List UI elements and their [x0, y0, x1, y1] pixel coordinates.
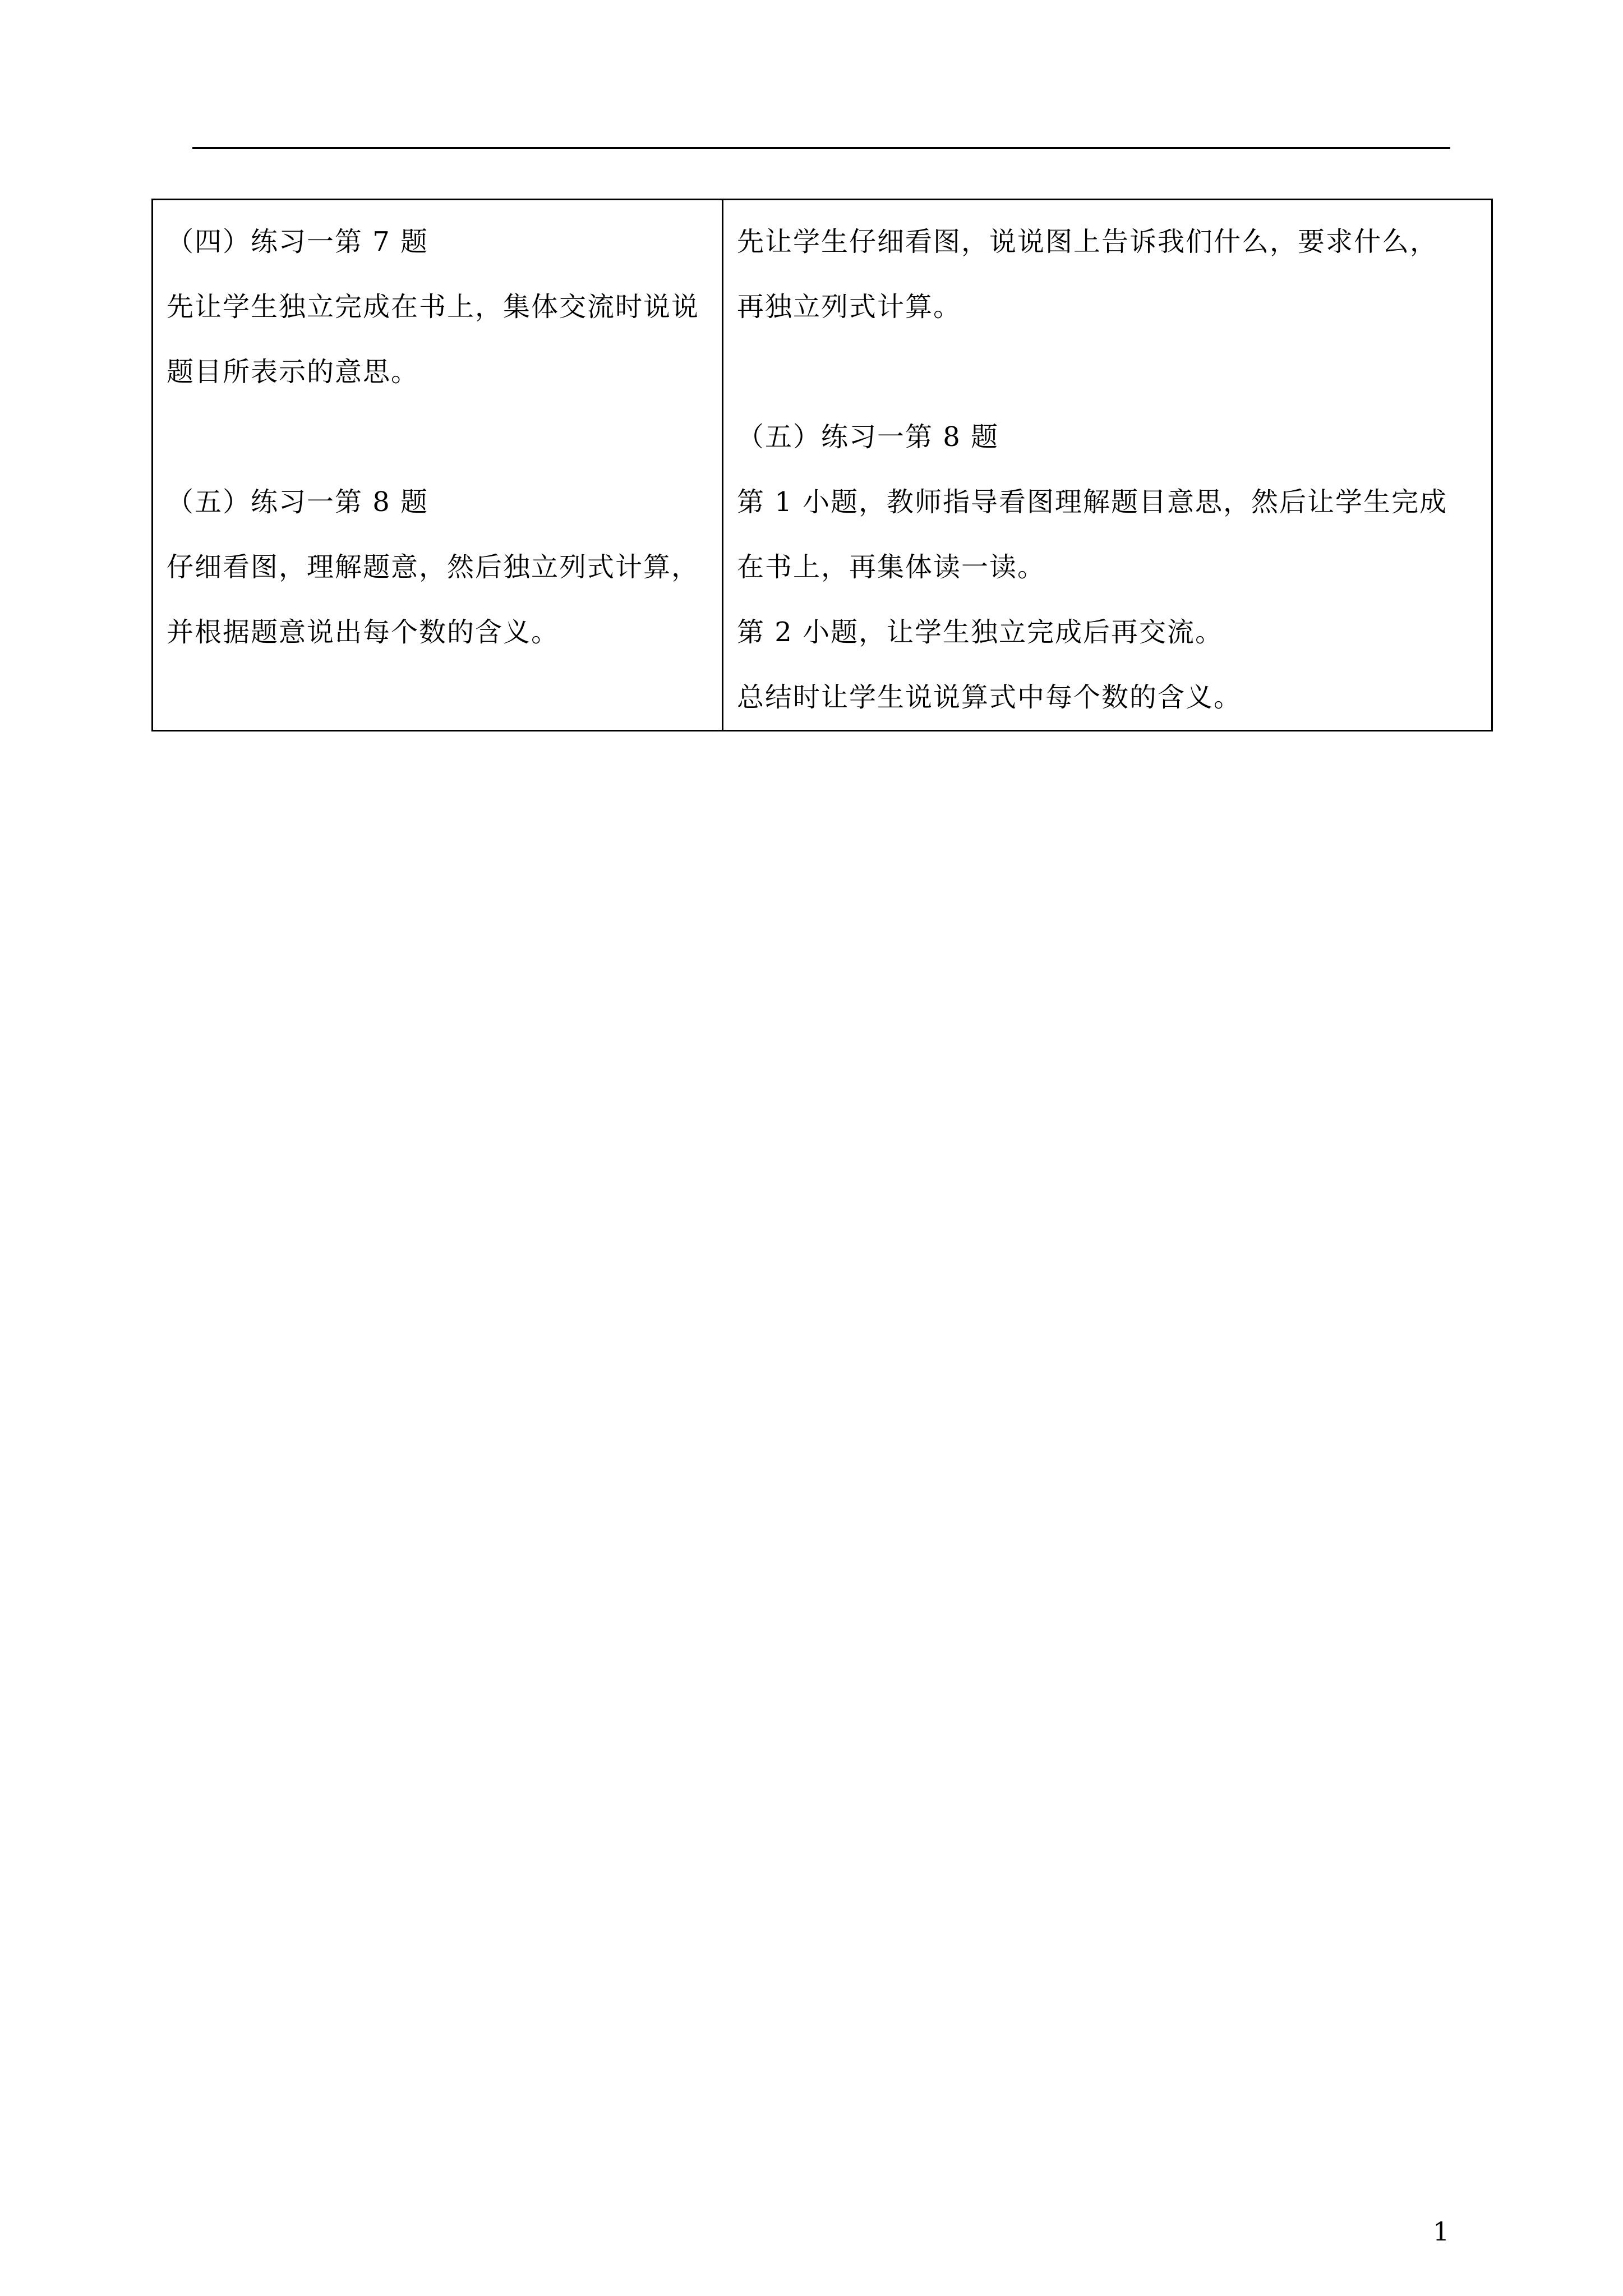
right-text-line: 总结时让学生说说算式中每个数的含义。	[737, 682, 1242, 713]
left-text-line: 仔细看图，理解题意，然后独立列式计算，	[167, 551, 700, 583]
right-text-line: 再独立列式计算。	[737, 291, 962, 323]
right-text-line: 在书上，再集体读一读。	[737, 551, 1046, 583]
section-heading-exercise-8: （五）练习一第 8 题	[167, 486, 429, 518]
header-rule	[192, 147, 1450, 149]
blank-line	[737, 339, 1478, 404]
right-text-line: 第 1 小题，教师指导看图理解题目意思，然后让学生完成	[737, 486, 1448, 518]
right-text-line: 第 2 小题，让学生独立完成后再交流。	[737, 616, 1224, 648]
left-cell	[153, 200, 723, 731]
left-text-line: 先让学生独立完成在书上，集体交流时说说	[167, 291, 700, 323]
left-text-line: 题目所表示的意思。	[167, 356, 419, 388]
lesson-table	[151, 199, 1493, 731]
blank-line	[167, 404, 708, 470]
right-text-line: 先让学生仔细看图，说说图上告诉我们什么，要求什么，	[737, 226, 1438, 257]
page-number: 1	[1433, 2216, 1450, 2247]
right-cell	[723, 200, 1492, 731]
left-text-line: 并根据题意说出每个数的含义。	[167, 616, 560, 648]
table-row	[153, 200, 1492, 731]
section-heading-exercise-7: （四）练习一第 7 题	[167, 226, 429, 257]
section-heading-exercise-8: （五）练习一第 8 题	[737, 421, 999, 453]
